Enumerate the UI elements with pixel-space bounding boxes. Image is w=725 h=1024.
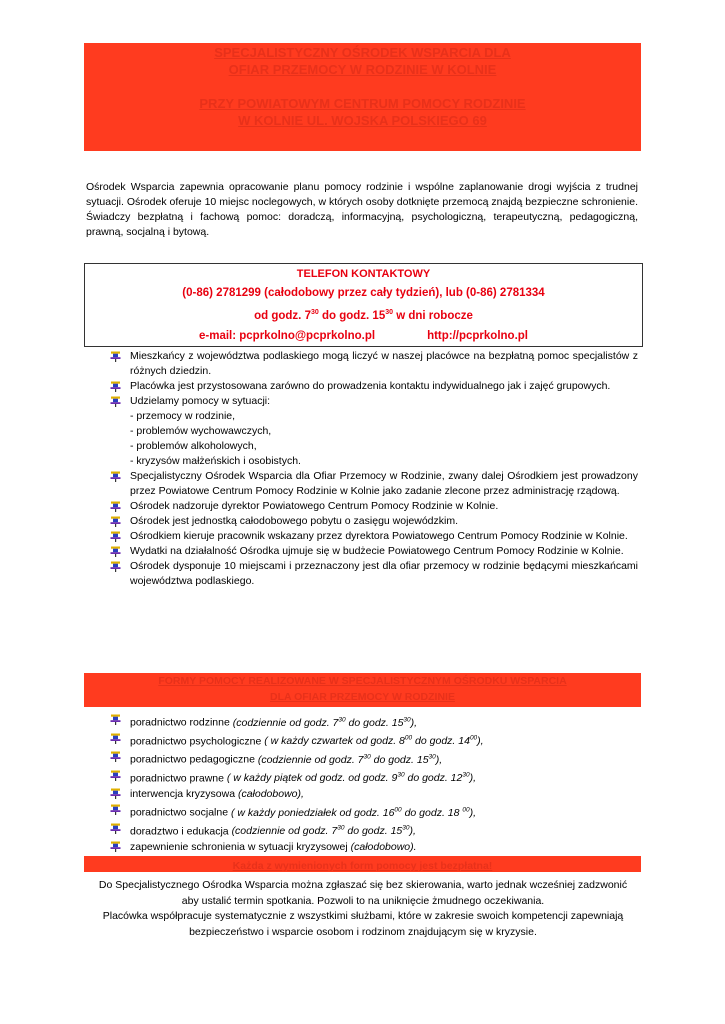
- pushpin-bullet-icon: [110, 804, 121, 815]
- situation-item: - kryzysów małżeńskich i osobistych.: [130, 455, 301, 467]
- contact-title: TELEFON KONTAKTOWY: [296, 268, 431, 280]
- list-item: Ośrodek jest jednostką całodobowego pobytu o zasięgu wojewódzkim.: [108, 514, 638, 529]
- pushpin-bullet-icon: [110, 823, 121, 834]
- title-line-4: W KOLNIE UL. WOJSKA POLSKIEGO 69: [238, 113, 487, 128]
- list-item: interwencja kryzysowa (całodobowo),: [108, 786, 638, 802]
- hours-days: w dni robocze: [393, 309, 473, 322]
- list-item: doradztwo i edukacja (codziennie od godz. $7^{30}$ do godz. $15^{30}$),: [108, 821, 638, 840]
- title-banner: [84, 43, 641, 151]
- list-item: zapewnienie schronienia w sytuacji kryzysowej (całodobowo).: [108, 839, 638, 855]
- list-item: Mieszkańcy z województwa podlaskiego mogą liczyć w naszej placówce na bezpłatną pomoc specjalistów z różnych dziedzin.: [108, 349, 638, 379]
- pushpin-bullet-icon: [110, 396, 121, 407]
- pushpin-bullet-icon: [110, 471, 121, 482]
- list-item: poradnictwo socjalne ( w każdy poniedziałek od godz. $16^{00}$ do godz. 18 $^{00}$),: [108, 802, 638, 821]
- pushpin-bullet-icon: [110, 516, 121, 527]
- hours-from: od godz. 7: [254, 309, 311, 322]
- pushpin-bullet-icon: [110, 546, 121, 557]
- free-help-text: Każda z wymienionych form pomocy jest bezpłatna!: [232, 860, 493, 872]
- forms-list: [108, 712, 638, 855]
- pushpin-bullet-icon: [110, 733, 121, 744]
- pushpin-bullet-icon: [110, 561, 121, 572]
- free-help-banner: [84, 856, 641, 872]
- list-item: poradnictwo prawne ( w każdy piątek od godz. od godz. $9^{30}$ do godz. $12^{30}$),: [108, 768, 638, 787]
- list-item: Specjalistyczny Ośrodek Wsparcia dla Ofiar Przemocy w Rodzinie, zwany dalej Ośrodkiem jest prowadzony przez Powiatowe Centrum Pomocy Rodzinie w Kolnie jako zadanie zlecone przez administrację rządową.: [108, 469, 638, 499]
- list-item: poradnictwo pedagogiczne (codziennie od godz. $7^{30}$ do godz. $15^{30}$),: [108, 749, 638, 768]
- list-item: poradnictwo psychologiczne ( w każdy czwartek od godz. $8^{00}$ do godz. $14^{00}$),: [108, 731, 638, 750]
- pushpin-bullet-icon: [110, 770, 121, 781]
- title-line-3: PRZY POWIATOWYM CENTRUM POMOCY RODZINIE: [199, 96, 526, 111]
- pushpin-bullet-icon: [110, 788, 121, 799]
- info-list: [108, 349, 638, 589]
- closing-line-2: aby ustalić termin spotkania. Pozwoli to na uniknięcie żmudnego oczekiwania.: [181, 894, 545, 907]
- website-link[interactable]: http://pcprkolno.pl: [427, 329, 528, 342]
- pushpin-bullet-icon: [110, 714, 121, 725]
- list-item: Wydatki na działalność Ośrodka ujmuje się w budżecie Powiatowego Centrum Pomocy Rodzinie w Kolnie.: [108, 544, 638, 559]
- list-item: Udzielamy pomocy w sytuacji: - przemocy w rodzinie, - problemów wychowawczych, - problemów alkoholowych, - kryzysów małżeńskich i osobistych.: [108, 394, 638, 469]
- situation-item: - problemów wychowawczych,: [130, 425, 272, 437]
- forms-banner-line-1: FORMY POMOCY REALIZOWANE W SPECJALISTYCZNYM OŚRODKU WSPARCIA: [158, 675, 567, 687]
- forms-banner-line-2: DLA OFIAR PRZEMOCY W RODZINIE: [270, 691, 455, 703]
- closing-paragraph: [80, 878, 646, 940]
- hours-to-sup: 30: [385, 309, 394, 316]
- hours-from-sup: 30: [310, 309, 319, 316]
- list-item: Ośrodek dysponuje 10 miejscami i przeznaczony jest dla ofiar przemocy w rodzinie będącymi mieszkańcami województwa podlaskiego.: [108, 559, 638, 589]
- list-item: Ośrodkiem kieruje pracownik wskazany przez dyrektora Powiatowego Centrum Pomocy Rodzinie w Kolnie.: [108, 529, 638, 544]
- forms-banner: [84, 673, 641, 707]
- pushpin-bullet-icon: [110, 751, 121, 762]
- closing-line-3: Placówka współpracuje systematycznie z wszystkimi służbami, które w zakresie swoich kompetencji zapewniają: [102, 910, 624, 922]
- title-line-1: SPECJALISTYCZNY OŚRODEK WSPARCIA DLA: [214, 45, 511, 60]
- pushpin-bullet-icon: [110, 501, 121, 512]
- closing-line-4: bezpieczeństwo i wsparcie osobom i rodzinom znajdującym się w kryzysie.: [189, 925, 537, 938]
- situation-item: - przemocy w rodzinie,: [130, 410, 236, 422]
- pushpin-bullet-icon: [110, 381, 121, 392]
- pushpin-bullet-icon: [110, 531, 121, 542]
- closing-line-1: Do Specjalistycznego Ośrodka Wsparcia można zgłaszać się bez skierowania, warto jednak wcześniej zadzwonić: [98, 879, 628, 891]
- email-link[interactable]: e-mail: pcprkolno@pcprkolno.pl: [199, 329, 376, 342]
- pushpin-bullet-icon: [110, 351, 121, 362]
- pushpin-bullet-icon: [110, 841, 121, 852]
- list-item: poradnictwo rodzinne (codziennie od godz. $7^{30}$ do godz. $15^{30}$),: [108, 712, 638, 731]
- title-line-2: OFIAR PRZEMOCY W RODZINIE W KOLNIE: [228, 62, 497, 77]
- contact-phones[interactable]: (0-86) 2781299 (całodobowy przez cały tydzień), lub (0-86) 2781334: [182, 287, 545, 299]
- contact-hours: [85, 304, 642, 325]
- situation-item: - problemów alkoholowych,: [130, 440, 257, 452]
- contact-box: [84, 263, 643, 347]
- list-item: Ośrodek nadzoruje dyrektor Powiatowego Centrum Pomocy Rodzinie w Kolnie.: [108, 499, 638, 514]
- contact-links: [85, 327, 642, 345]
- intro-paragraph: Ośrodek Wsparcia zapewnia opracowanie planu pomocy rodzinie i wspólne zaplanowanie drogi wyjścia z trudnej sytuacji. Ośrodek oferuje 10 miejsc noclegowych, w których osoby dotknięte przemocą znajdą bezpieczne schronienie. Świadczy bezpłatną i fachową pomoc: doradczą, informacyjną, psychologiczną, terapeutyczną, pedagogiczną, prawną, socjalną i bytową.: [86, 181, 638, 238]
- hours-to: do godz. 15: [318, 309, 386, 322]
- list-item: Placówka jest przystosowana zarówno do prowadzenia kontaktu indywidualnego jak i zajęć grupowych.: [108, 379, 638, 394]
